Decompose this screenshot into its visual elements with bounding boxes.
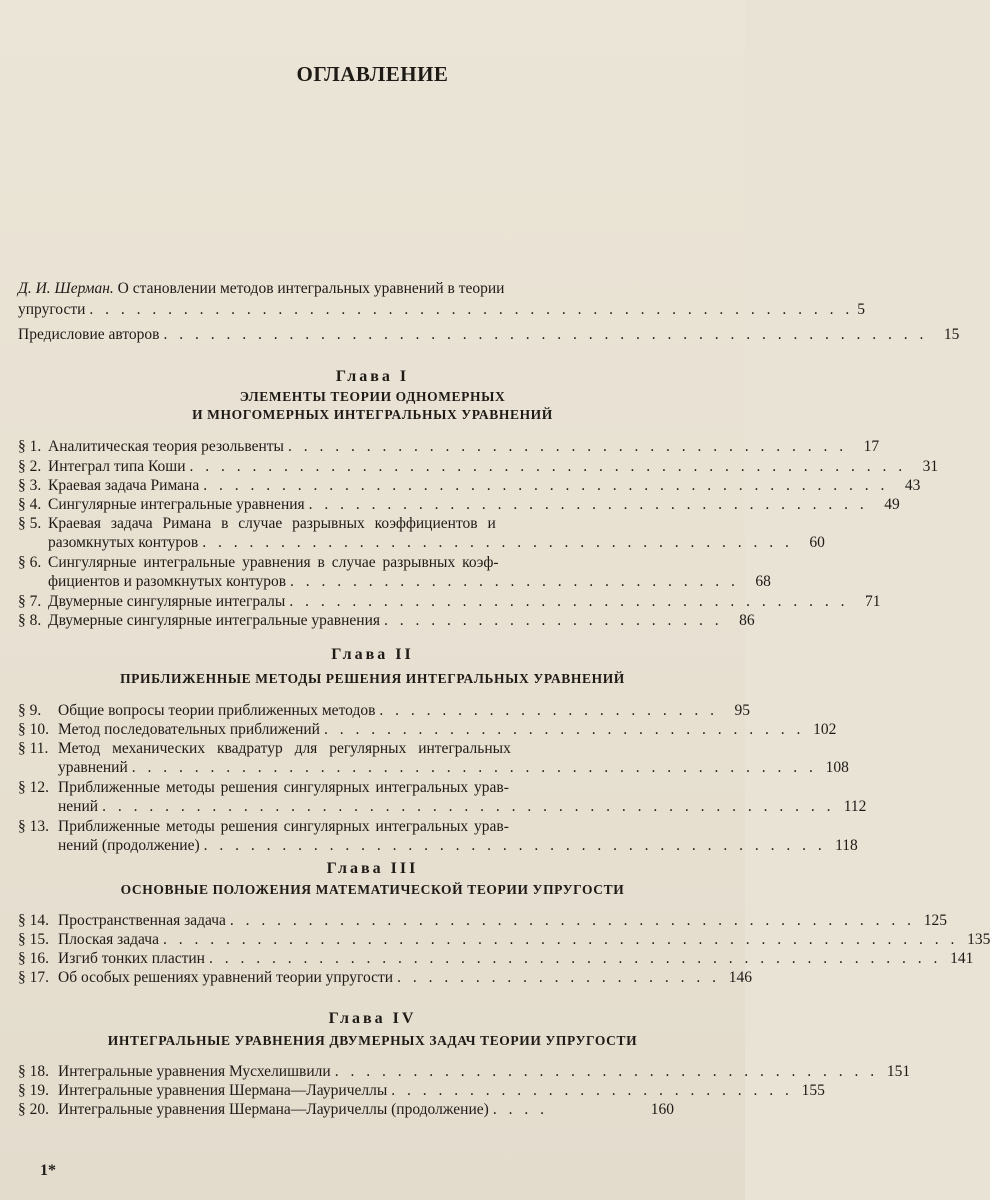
page-number: 43	[904, 477, 921, 494]
page-number: 31	[922, 458, 939, 475]
leader-dots: . . . . . . . . . . . . . . . . . . . . . . . . . . . . . . . . . . . . . . . . . . . . . . . . . . .	[162, 931, 959, 948]
toc-entry-2[interactable]	[18, 458, 939, 475]
toc-entry-sherman[interactable]	[18, 280, 866, 318]
leader-dots: . . . . . . . . . . . . . . . . . . . . . . . . . . . . . . . . . . . . . . . . . . . .	[203, 477, 889, 494]
page-number: 86	[739, 612, 755, 629]
leader-dots: . . . . . . . . . . . . . . . . . . . . . .	[379, 702, 719, 719]
chapter-4-label: Глава IV	[328, 1010, 417, 1027]
toc-entry-text: нений	[58, 798, 99, 815]
toc-entry-1[interactable]	[18, 438, 880, 455]
section-number: § 14.	[18, 912, 49, 929]
toc-entry-19[interactable]	[18, 1082, 825, 1099]
section-number: § 18.	[18, 1063, 49, 1080]
toc-entry-authors-preface[interactable]	[18, 326, 960, 343]
leader-dots: . . . . . . . . . . . . . . . . . . . . . . . . . .	[391, 1082, 793, 1099]
toc-entry-text: Метод последовательных приближений	[58, 721, 320, 738]
page-number: 155	[801, 1082, 825, 1099]
toc-entry-text: Двумерные сингулярные интегральные уравнения	[48, 612, 381, 629]
section-number: § 6.	[18, 554, 42, 571]
toc-entry-8[interactable]	[18, 612, 755, 629]
page-number: 135	[967, 931, 990, 948]
chapter-2-title: ПРИБЛИЖЕННЫЕ МЕТОДЫ РЕШЕНИЯ ИНТЕГРАЛЬНЫХ УРАВНЕНИЙ	[120, 671, 625, 686]
chapter-2-label: Глава II	[331, 646, 414, 663]
toc-entry-text: уравнений	[58, 759, 128, 776]
toc-entry-text: Об особых решениях уравнений теории упругости	[58, 969, 394, 986]
toc-entry-11[interactable]	[18, 740, 849, 776]
toc-entry-6[interactable]	[18, 554, 771, 590]
leader-dots: . . . . . . . . . . . . . . . . . . . . . . . . . . . . . . . . . . . . . . . .	[203, 837, 826, 854]
toc-entry-20[interactable]	[18, 1101, 674, 1118]
toc-entry-text: Краевая задача Римана в случае разрывных коэффициентов и	[48, 515, 496, 532]
toc-entry-text: Сингулярные интегральные уравнения	[48, 496, 305, 513]
author-name: Д. И. Шерман.	[18, 280, 114, 297]
toc-entry-14[interactable]	[18, 912, 948, 929]
toc-entry-text: разомкнутых контуров	[48, 534, 199, 551]
page-number: 49	[884, 496, 900, 513]
section-number: § 1.	[18, 438, 42, 455]
section-number: § 10.	[18, 721, 49, 738]
chapter-1-title-line1: ЭЛЕМЕНТЫ ТЕОРИИ ОДНОМЕРНЫХ	[239, 389, 506, 404]
section-number: § 11.	[18, 740, 49, 757]
toc-entry-text: фициентов и разомкнутых контуров	[48, 573, 287, 590]
toc-entry-text: Приближенные методы решения сингулярных интегральных урав-	[58, 779, 509, 796]
page-number: 141	[950, 950, 974, 967]
section-number: § 7.	[18, 593, 42, 610]
section-number: § 19.	[18, 1082, 49, 1099]
chapter-3-label: Глава III	[326, 860, 419, 877]
toc-entry-text: Метод механических квадратур для регулярных интегральных	[58, 740, 511, 757]
toc-entry-9[interactable]	[18, 702, 751, 719]
page-number: 151	[886, 1063, 911, 1080]
toc-entry-18[interactable]	[18, 1063, 911, 1080]
leader-dots: . . . . . . . . . . . . . . . . . . . . . . . . . . . . .	[290, 573, 739, 590]
toc-entry-5[interactable]	[18, 515, 825, 551]
section-number: § 8.	[18, 612, 42, 629]
page-number: 146	[728, 969, 752, 986]
chapter-1-title-line2: И МНОГОМЕРНЫХ ИНТЕГРАЛЬНЫХ УРАВНЕНИЙ	[192, 407, 553, 422]
page-number: 102	[813, 721, 837, 738]
section-number: § 17.	[18, 969, 49, 986]
toc-entry-text: Интегральные уравнения Шермана—Лауричеллы (продолжение)	[58, 1101, 489, 1118]
leader-dots: . . . . . . . . . . . . . . . . . . . . . . . . . . . . . . . . . . . . . .	[202, 534, 793, 551]
leader-dots: . . . . . . . . . . . . . . . . . . . . .	[397, 969, 720, 986]
toc-entry-15[interactable]	[18, 931, 990, 948]
toc-entry-text: Интегральные уравнения Мусхелишвили	[58, 1063, 331, 1080]
section-number: § 16.	[18, 950, 49, 967]
leader-dots: . . . . . . . . . . . . . . . . . . . . . . . . . . . . . . . . . . . . . . . . . . . . . . . . .	[89, 301, 854, 318]
toc-entry-text: Пространственная задача	[58, 912, 226, 929]
leader-dots: . . . . . . . . . . . . . . . . . . . . . . . . . . . . . . . . . . . .	[287, 438, 848, 455]
leader-dots: . . . . . . . . . . . . . . . . . . . . . . . . . . . . . . . . . . . . . . . . . . . .	[131, 759, 817, 776]
toc-entry-13[interactable]	[18, 818, 858, 854]
page-number: 68	[755, 573, 771, 590]
section-number: § 20.	[18, 1101, 49, 1118]
page-number: 5	[857, 301, 866, 318]
toc-entry-text: нений (продолжение)	[58, 837, 200, 854]
page-number: 125	[923, 912, 948, 929]
toc-entry-text: Приближенные методы решения сингулярных интегральных урав-	[58, 818, 509, 835]
toc-entry-17[interactable]	[18, 969, 752, 986]
toc-entry-text: Интегральные уравнения Шермана—Лауричеллы	[58, 1082, 388, 1099]
toc-entry-text: Общие вопросы теории приближенных методов	[58, 702, 376, 719]
page-number: 112	[843, 798, 867, 815]
page-number: 71	[864, 593, 881, 610]
toc-entry-text: Плоская задача	[58, 931, 159, 948]
section-number: § 3.	[18, 477, 42, 494]
leader-dots: . . . . . . . . . . . . . . . . . . . . . . . . . . . . . . . . . . .	[334, 1063, 879, 1080]
leader-dots: . . . . . . . . . . . . . . . . . . . . . . . . . . . . . . . . . . . .	[308, 496, 868, 513]
toc-entry-text: Аналитическая теория резольвенты	[48, 438, 284, 455]
leader-dots: . . . . . . . . . . . . . . . . . . . . . . . . . . . . . . .	[323, 721, 805, 738]
leader-dots: . . . . . . . . . . . . . . . . . . . . . . . . . . . . . . . . . . . . . . . . . . . . . .	[189, 458, 907, 475]
page-number: 15	[943, 326, 960, 343]
toc-entry-16[interactable]	[18, 950, 974, 967]
toc-entry-text: Интеграл типа Коши	[48, 458, 186, 475]
page-number: 95	[734, 702, 751, 719]
leader-dots: . . . . . . . . . . . . . . . . . . . . . . . . . . . . . . . . . . . . . . . . . . . . . . .	[102, 798, 835, 815]
chapter-3-title: ОСНОВНЫЕ ПОЛОЖЕНИЯ МАТЕМАТИЧЕСКОЙ ТЕОРИИ УПРУГОСТИ	[120, 882, 625, 897]
section-number: § 12.	[18, 779, 49, 796]
page-number: 17	[863, 438, 880, 455]
leader-dots: . . . . . . . . . . . . . . . . . . . . . . . . . . . . . . . . . . . . . . . . . . . . . . .	[208, 950, 942, 967]
leader-dots: . . . . . . . . . . . . . . . . . . . . . . . . . . . . . . . . . . . . . . . . . . . .	[229, 912, 916, 929]
page-number: 60	[809, 534, 825, 551]
chapter-4-title: ИНТЕГРАЛЬНЫЕ УРАВНЕНИЯ ДВУМЕРНЫХ ЗАДАЧ ТЕОРИИ УПРУГОСТИ	[107, 1033, 638, 1048]
section-number: § 4.	[18, 496, 42, 513]
toc-entry-text: Предисловие авторов	[18, 326, 160, 343]
section-number: § 2.	[18, 458, 42, 475]
toc-entry-10[interactable]	[18, 721, 837, 738]
toc-entry-12[interactable]	[18, 779, 867, 815]
toc-entry-4[interactable]	[18, 496, 900, 513]
section-number: § 9.	[18, 702, 42, 719]
toc-entry-7[interactable]	[18, 593, 881, 610]
page-title: ОГЛАВЛЕНИЕ	[296, 62, 449, 86]
page-number: 108	[825, 759, 849, 776]
toc-entry-text: Сингулярные интегральные уравнения в случае разрывных коэф-	[48, 554, 499, 571]
toc-entry-text: О становлении методов интегральных уравнений в теории	[117, 280, 505, 297]
leader-dots: . . . .	[492, 1101, 548, 1118]
leader-dots: . . . . . . . . . . . . . . . . . . . . . . . . . . . . . . . . . . . . . . . . . . . . . . . . .	[163, 326, 928, 343]
section-number: § 13.	[18, 818, 49, 835]
section-number: § 15.	[18, 931, 49, 948]
leader-dots: . . . . . . . . . . . . . . . . . . . . . . . . . . . . . . . . . . . .	[289, 593, 849, 610]
toc-entry-text: Двумерные сингулярные интегралы	[48, 593, 286, 610]
page-number: 118	[835, 837, 858, 854]
leader-dots: . . . . . . . . . . . . . . . . . . . . . .	[384, 612, 723, 629]
page-number: 160	[650, 1101, 674, 1118]
toc-entry-3[interactable]	[18, 477, 921, 494]
toc-entry-text: Краевая задача Римана	[48, 477, 200, 494]
chapter-1-label: Глава I	[335, 368, 410, 385]
signature-mark: 1*	[40, 1162, 56, 1179]
toc-entry-text: Изгиб тонких пластин	[58, 950, 205, 967]
section-number: § 5.	[18, 515, 42, 532]
toc-entry-text: упругости	[18, 301, 86, 318]
